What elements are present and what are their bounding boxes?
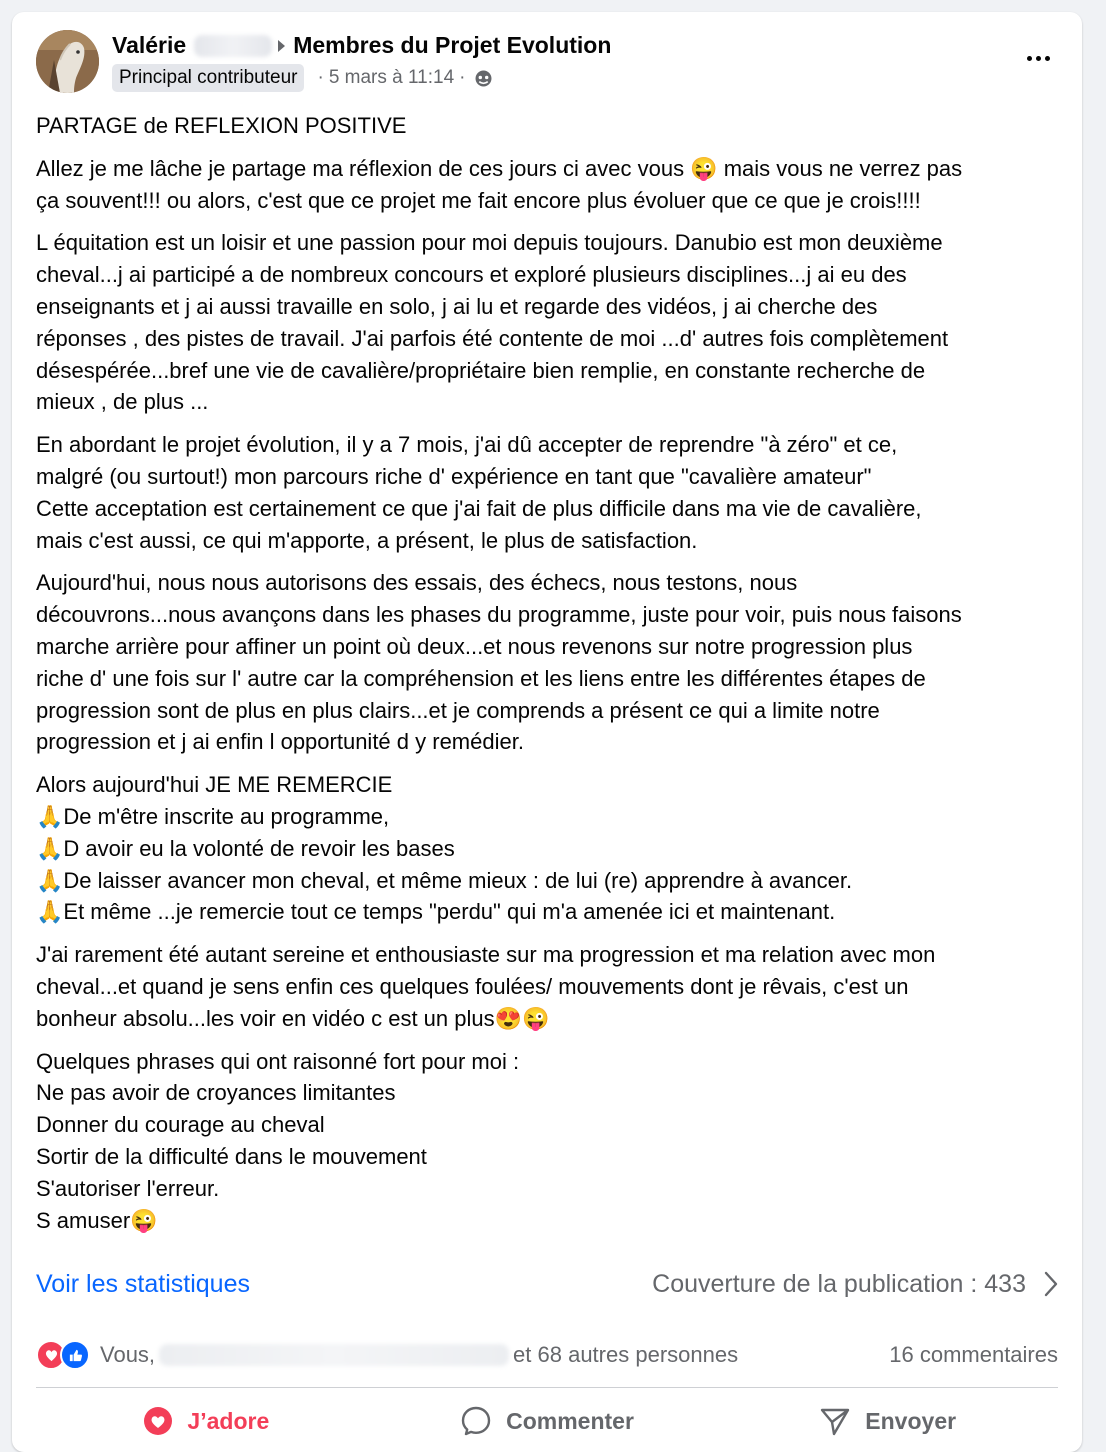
post-paragraph: J'ai rarement été autant sereine et enthousiaste sur ma progression et ma relation avec mon cheval...et quand je sens enfin ces quelques foulées/ mouvements dont je rêvais, c'est un bonheur absolu...les voir en vidéo c est un plus😍😜 xyxy=(36,942,936,1031)
meta-separator: · xyxy=(317,67,324,88)
post-header-title xyxy=(112,32,611,59)
comment-icon xyxy=(460,1405,492,1437)
love-button-label: J’adore xyxy=(187,1407,270,1434)
comment-button[interactable] xyxy=(377,1396,718,1446)
coverage-link[interactable] xyxy=(652,1270,1058,1299)
post-paragraph: Quelques phrases qui ont raisonné fort pour moi : Ne pas avoir de croyances limitantes Donner du courage au cheval Sortir de la difficulté dans le mouvement S'autoriser l'erreur. S amuser😜 xyxy=(36,1048,520,1233)
post-text xyxy=(36,110,1066,1247)
reactions-summary xyxy=(36,1338,1058,1372)
comments-count[interactable]: 16 commentaires xyxy=(889,1342,1058,1367)
reactors[interactable] xyxy=(36,1340,738,1370)
author-name[interactable]: Valérie xyxy=(112,32,187,58)
heart-outline-icon xyxy=(143,1406,173,1436)
group-name[interactable]: Membres du Projet Evolution xyxy=(293,32,612,58)
contributor-badge[interactable]: Principal contributeur xyxy=(112,64,304,92)
love-button[interactable] xyxy=(36,1396,377,1446)
post-paragraph: PARTAGE de REFLEXION POSITIVE xyxy=(36,113,407,138)
author-last-name-blurred xyxy=(194,35,272,57)
meta-separator: · xyxy=(459,67,466,88)
share-button-label: Envoyer xyxy=(865,1407,957,1434)
reactions-prefix: Vous, xyxy=(100,1342,156,1367)
post-paragraph: Alors aujourd'hui JE ME REMERCIE 🙏De m'être inscrite au programme, 🙏D avoir eu la volonté de revoir les bases 🙏De laisser avancer mon cheval, et même mieux : de lui (re) apprendre à avancer. 🙏Et même ...je remercie tout ce temps "perdu" qui m'a amenée ici et maintenant. xyxy=(36,772,853,925)
post-paragraph: Aujourd'hui, nous nous autorisons des essais, des échecs, nous testons, nous découvrons...nous avançons dans les phases du programme, juste pour voir, puis nous faisons marche arrière pour affiner un point où deux...et nous revenons sur notre progression plus riche d' une fois sur l' autre car la compréhension et les liens entre les différentes étapes de progression sont de plus en plus clairs...et je comprends a présent ce qui a limite notre progression et j ai enfin l opportunité d y remédier. xyxy=(36,570,962,755)
reactions-suffix: et 68 autres personnes xyxy=(513,1342,739,1367)
action-bar xyxy=(36,1396,1058,1446)
post-timestamp[interactable]: 5 mars à 11:14 xyxy=(328,67,455,88)
post-paragraph: Allez je me lâche je partage ma réflexion de ces jours ci avec vous 😜 mais vous ne verrez pas ça souvent!!! ou alors, c'est que ce projet me fait encore plus évoluer que ce que je crois!!!! xyxy=(36,155,963,213)
comment-button-label: Commenter xyxy=(506,1407,634,1434)
post-paragraph: En abordant le projet évolution, il y a 7 mois, j'ai dû accepter de reprendre "à zéro" et ce, malgré (ou surtout!) mon parcours riche d' expérience en tant que "cavalière amateur" Cette acceptation est certainement ce que j'ai fait de plus difficile dans ma vie de cavalière, mais c'est aussi, ce qui m'apporte, a présent, le plus de satisfaction. xyxy=(36,432,922,553)
coverage-label: Couverture de la publication : 433 xyxy=(652,1269,1026,1298)
avatar[interactable] xyxy=(36,30,99,93)
post-paragraph: L équitation est un loisir et une passion pour moi depuis toujours. Danubio est mon deuxième cheval...j ai participé a de nombreux concours et exploré plusieurs disciplines...j ai eu des enseignants et j ai aussi travaille en solo, j ai lu et regarde des vidéos, j ai cherche des réponses , des pistes de travail. J'ai parfois été contente de moi ...d' autres fois complètement désespérée...bref une vie de cavalière/propriétaire bien remplie, en constante recherche de mieux , de plus ... xyxy=(36,230,949,415)
share-button[interactable] xyxy=(717,1396,1058,1446)
post-card xyxy=(12,12,1082,1452)
divider xyxy=(36,1387,1058,1388)
post-meta xyxy=(112,64,492,92)
reaction-icons[interactable] xyxy=(36,1340,90,1370)
view-stats-link[interactable]: Voir les statistiques xyxy=(36,1269,250,1298)
reactor-names-blurred xyxy=(159,1344,509,1366)
more-icon[interactable] xyxy=(1018,44,1058,72)
group-privacy-icon[interactable] xyxy=(475,70,492,87)
chevron-right-icon xyxy=(1044,1271,1058,1297)
like-reaction-icon xyxy=(60,1340,90,1370)
group-arrow-icon xyxy=(278,40,285,52)
stats-row xyxy=(36,1266,1058,1302)
send-icon xyxy=(819,1405,851,1437)
